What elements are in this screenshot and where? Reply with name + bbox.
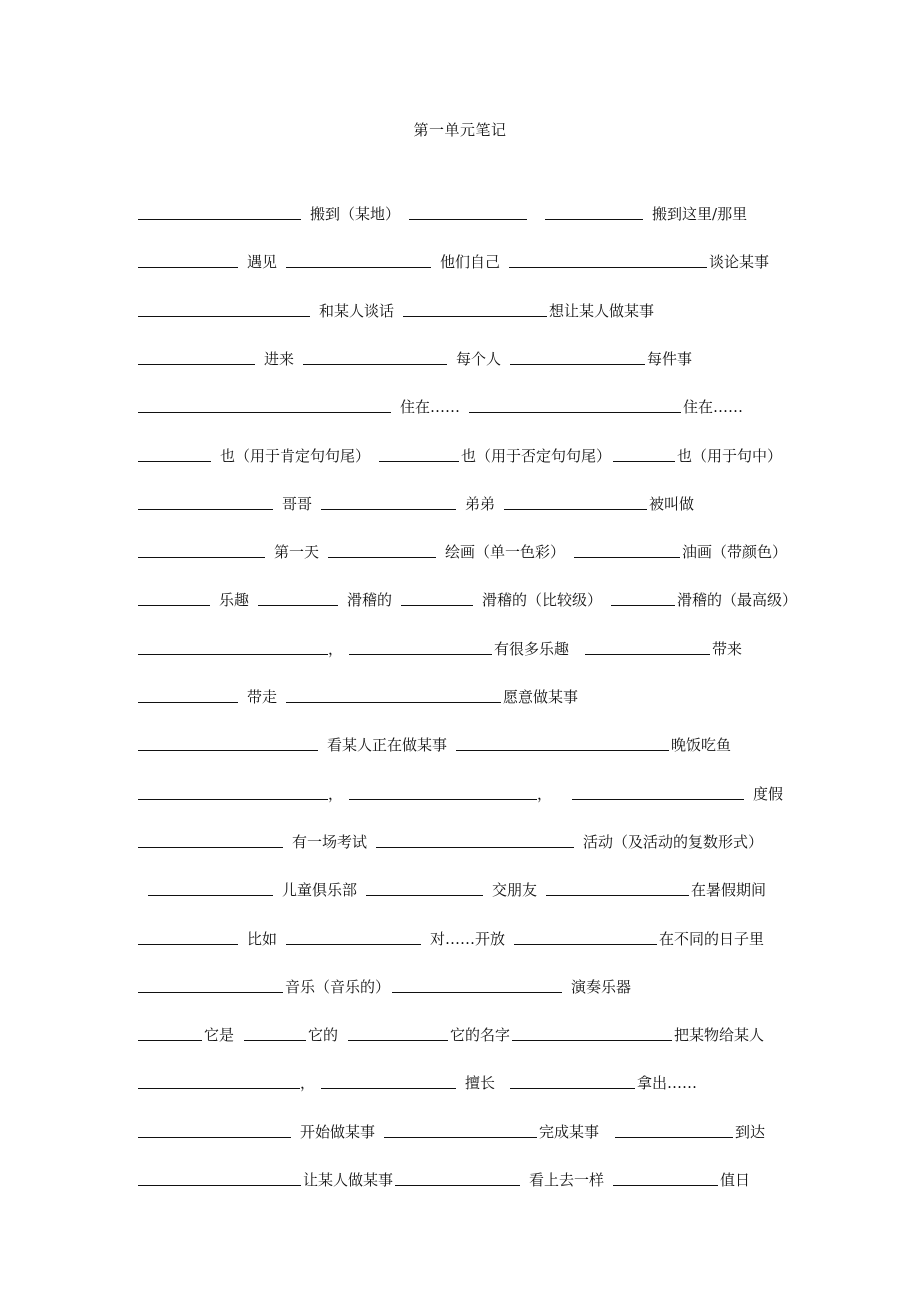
term-label: 看某人正在做某事 <box>327 736 448 754</box>
answer-blank[interactable] <box>138 701 238 703</box>
term-label: 让某人做某事 <box>303 1171 394 1189</box>
answer-blank[interactable] <box>403 315 547 317</box>
worksheet-row <box>138 200 756 224</box>
term-label: 开始做某事 <box>300 1123 376 1141</box>
answer-blank[interactable] <box>376 846 574 848</box>
term-label: 每件事 <box>647 350 693 368</box>
answer-blank[interactable] <box>138 653 328 655</box>
worksheet-row <box>138 586 799 610</box>
term-label: 在不同的日子里 <box>659 930 765 948</box>
worksheet-row <box>138 1166 752 1190</box>
term-label: 他们自己 <box>440 253 501 271</box>
worksheet-row <box>138 248 771 272</box>
term-label: 值日 <box>720 1171 751 1189</box>
term-label: 每个人 <box>456 350 502 368</box>
answer-blank[interactable] <box>348 1039 448 1041</box>
term-label: 到达 <box>735 1123 766 1141</box>
term-label: 擅长 <box>465 1074 496 1092</box>
worksheet-row <box>138 876 768 900</box>
answer-blank[interactable] <box>138 1087 300 1089</box>
answer-blank[interactable] <box>546 894 689 896</box>
answer-blank[interactable] <box>585 653 710 655</box>
term-label: 音乐（音乐的） <box>285 978 391 996</box>
worksheet-row <box>138 345 694 369</box>
answer-blank[interactable] <box>138 411 391 413</box>
term-label: ， <box>328 785 344 803</box>
answer-blank[interactable] <box>138 556 265 558</box>
term-label: 滑稽的（最高级） <box>677 591 798 609</box>
answer-blank[interactable] <box>512 1039 672 1041</box>
answer-blank[interactable] <box>349 798 537 800</box>
term-label: 滑稽的（比较级） <box>482 591 603 609</box>
term-label: 它的 <box>308 1026 339 1044</box>
answer-blank[interactable] <box>504 508 647 510</box>
term-label: 进来 <box>264 350 295 368</box>
answer-blank[interactable] <box>321 508 456 510</box>
worksheet-row <box>138 780 792 804</box>
answer-blank[interactable] <box>138 315 310 317</box>
term-label: 拿出…… <box>637 1074 698 1092</box>
term-label: 滑稽的 <box>347 591 393 609</box>
term-label: ， <box>328 640 344 658</box>
answer-blank[interactable] <box>258 604 338 606</box>
term-label: 哥哥 <box>282 495 313 513</box>
term-label: 它的名字 <box>450 1026 511 1044</box>
term-label: 也（用于句中） <box>677 447 783 465</box>
term-label: 也（用于否定句句尾） <box>461 447 612 465</box>
answer-blank[interactable] <box>138 1136 291 1138</box>
term-label: 第一天 <box>274 543 320 561</box>
answer-blank[interactable] <box>509 266 707 268</box>
term-label: 比如 <box>247 930 278 948</box>
term-label: 住在…… <box>683 398 744 416</box>
answer-blank[interactable] <box>409 218 527 220</box>
term-label: 交朋友 <box>492 881 538 899</box>
answer-blank[interactable] <box>138 363 255 365</box>
answer-blank[interactable] <box>138 218 301 220</box>
answer-blank[interactable] <box>328 556 436 558</box>
term-label: 也（用于肯定句句尾） <box>220 447 371 465</box>
answer-blank[interactable] <box>138 460 211 462</box>
answer-blank[interactable] <box>572 798 744 800</box>
answer-blank[interactable] <box>286 266 431 268</box>
term-label: 和某人谈话 <box>319 302 395 320</box>
term-label: 对……开放 <box>430 930 506 948</box>
worksheet-row <box>138 1069 699 1093</box>
answer-blank[interactable] <box>148 894 273 896</box>
worksheet-row <box>138 442 784 466</box>
answer-blank[interactable] <box>574 556 680 558</box>
term-label: 愿意做某事 <box>503 688 579 706</box>
term-label: ， <box>537 785 553 803</box>
answer-blank[interactable] <box>138 749 318 751</box>
worksheet-row <box>138 1118 767 1142</box>
answer-blank[interactable] <box>510 1087 635 1089</box>
term-label: 晚饭吃鱼 <box>671 736 732 754</box>
term-label: 把某物给某人 <box>674 1026 765 1044</box>
answer-blank[interactable] <box>138 798 328 800</box>
answer-blank[interactable] <box>286 943 421 945</box>
worksheet-row <box>138 490 696 514</box>
answer-blank[interactable] <box>244 1039 306 1041</box>
worksheet-row <box>138 538 789 562</box>
term-label: 弟弟 <box>465 495 496 513</box>
term-label: 搬到这里/那里 <box>652 205 748 223</box>
term-label: 住在…… <box>400 398 461 416</box>
page-title: 第一单元笔记 <box>413 121 507 139</box>
answer-blank[interactable] <box>138 508 273 510</box>
term-label: 遇见 <box>247 253 278 271</box>
term-label: 乐趣 <box>219 591 250 609</box>
term-label: 活动（及活动的复数形式） <box>583 833 764 851</box>
answer-blank[interactable] <box>613 1184 718 1186</box>
term-label: 看上去一样 <box>529 1171 605 1189</box>
answer-blank[interactable] <box>611 604 675 606</box>
answer-blank[interactable] <box>384 1136 537 1138</box>
term-label: 有很多乐趣 <box>494 640 570 658</box>
term-label: 被叫做 <box>649 495 695 513</box>
answer-blank[interactable] <box>138 604 210 606</box>
term-label: 带来 <box>712 640 743 658</box>
answer-blank[interactable] <box>138 943 238 945</box>
term-label: 在暑假期间 <box>691 881 767 899</box>
term-label: ， <box>300 1074 316 1092</box>
worksheet-row <box>138 731 733 755</box>
worksheet-row <box>138 635 744 659</box>
answer-blank[interactable] <box>401 604 473 606</box>
answer-blank[interactable] <box>395 1184 520 1186</box>
answer-blank[interactable] <box>392 991 562 993</box>
worksheet-row <box>138 925 766 949</box>
answer-blank[interactable] <box>138 266 238 268</box>
answer-blank[interactable] <box>303 363 447 365</box>
answer-blank[interactable] <box>379 460 459 462</box>
answer-blank[interactable] <box>138 846 283 848</box>
worksheet-row <box>138 828 772 852</box>
answer-blank[interactable] <box>321 1087 456 1089</box>
answer-blank[interactable] <box>613 460 675 462</box>
worksheet-row <box>138 393 745 417</box>
term-label: 油画（带颜色） <box>682 543 788 561</box>
answer-blank[interactable] <box>514 943 657 945</box>
term-label: 儿童俱乐部 <box>282 881 358 899</box>
worksheet-row <box>138 1021 766 1045</box>
answer-blank[interactable] <box>615 1136 733 1138</box>
term-label: 有一场考试 <box>292 833 368 851</box>
term-label: 它是 <box>204 1026 235 1044</box>
term-label: 搬到（某地） <box>310 205 401 223</box>
answer-blank[interactable] <box>138 1184 301 1186</box>
term-label: 绘画（单一色彩） <box>445 543 566 561</box>
worksheet-row <box>138 683 580 707</box>
worksheet-row <box>138 297 656 321</box>
answer-blank[interactable] <box>349 653 492 655</box>
answer-blank[interactable] <box>138 1039 202 1041</box>
answer-blank[interactable] <box>366 894 483 896</box>
term-label: 谈论某事 <box>709 253 770 271</box>
term-label: 想让某人做某事 <box>549 302 655 320</box>
answer-blank[interactable] <box>510 363 645 365</box>
answer-blank[interactable] <box>469 411 681 413</box>
term-label: 带走 <box>247 688 278 706</box>
term-label: 演奏乐器 <box>571 978 632 996</box>
answer-blank[interactable] <box>456 749 669 751</box>
term-label: 度假 <box>753 785 784 803</box>
answer-blank[interactable] <box>138 991 283 993</box>
answer-blank[interactable] <box>545 218 643 220</box>
worksheet-row <box>138 973 640 997</box>
term-label: 完成某事 <box>539 1123 600 1141</box>
answer-blank[interactable] <box>286 701 501 703</box>
